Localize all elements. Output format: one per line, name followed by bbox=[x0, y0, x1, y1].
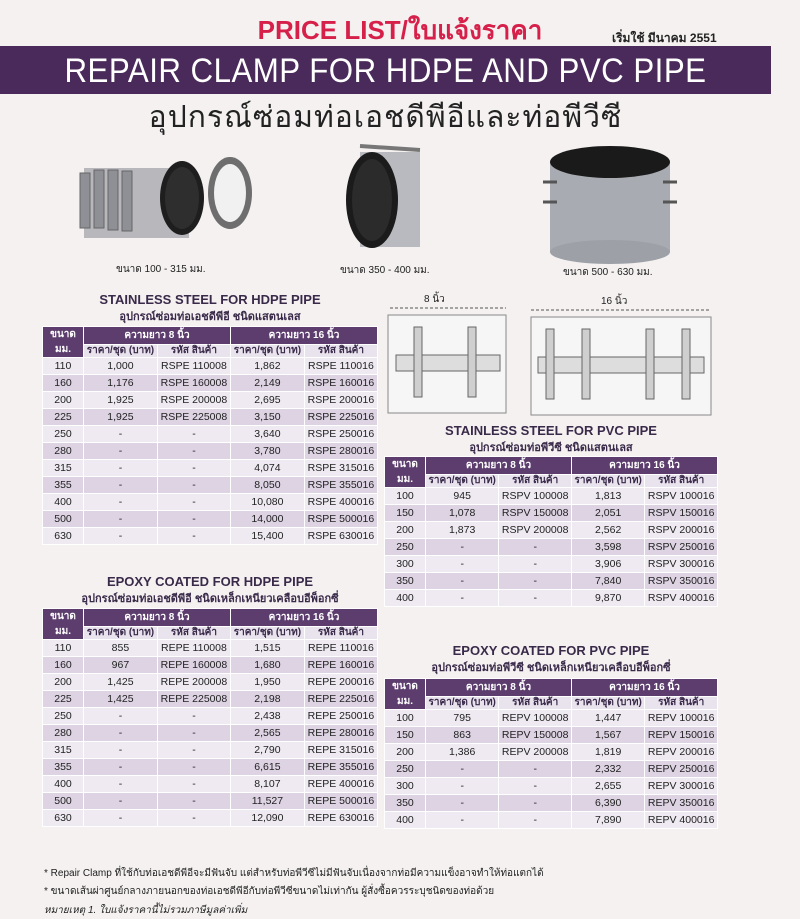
cell-code-16: REPE 630016 bbox=[304, 810, 377, 827]
cell-size: 250 bbox=[43, 426, 84, 443]
cell-code-16: RSPE 110016 bbox=[304, 358, 377, 375]
cell-price-16: 3,906 bbox=[571, 556, 644, 573]
section-subtitle: อุปกรณ์ซ่อมท่อพีวีซี ชนิดแสตนเลส bbox=[469, 442, 633, 454]
cell-price-16: 3,598 bbox=[571, 539, 644, 556]
effective-date: เริ่มใช้ มีนาคม 2551 bbox=[612, 31, 717, 45]
cell-size: 350 bbox=[385, 573, 426, 590]
cell-price-8: - bbox=[426, 539, 499, 556]
cell-price-8: 1,925 bbox=[84, 392, 158, 409]
price-8-header: ราคา/ชุด (บาท) bbox=[426, 475, 499, 488]
cell-price-8: - bbox=[426, 573, 499, 590]
size-header: ขนาด มม. bbox=[43, 609, 84, 640]
clamp-diagrams bbox=[386, 303, 716, 418]
cell-price-8: 945 bbox=[426, 488, 499, 505]
cell-size: 400 bbox=[385, 812, 426, 829]
table-row bbox=[385, 778, 718, 795]
cell-code-16: RSPV 350016 bbox=[645, 573, 718, 590]
cell-price-16: 2,332 bbox=[571, 761, 644, 778]
cell-code-16: RSPE 630016 bbox=[304, 528, 377, 545]
cell-size: 200 bbox=[43, 674, 84, 691]
code-16-header: รหัส สินค้า bbox=[645, 697, 718, 710]
cell-price-8: - bbox=[84, 708, 158, 725]
cell-price-8: 1,873 bbox=[426, 522, 499, 539]
code-8-header: รหัส สินค้า bbox=[157, 345, 230, 358]
note-1: * Repair Clamp ที่ใช้กับท่อเอชดีพีอีจะมีฟันจับ แต่สำหรับท่อพีวีซีไม่มีฟันจับเนื่องจากท่อมีความแข็งอาจทำให้ท่อแตกได้ bbox=[44, 868, 544, 879]
table-row bbox=[385, 539, 718, 556]
code-16-header: รหัส สินค้า bbox=[304, 345, 377, 358]
cell-code-8: REPE 200008 bbox=[157, 674, 230, 691]
cell-price-8: - bbox=[84, 511, 158, 528]
cell-price-16: 2,198 bbox=[230, 691, 304, 708]
table-row bbox=[43, 810, 378, 827]
cell-code-16: REPV 150016 bbox=[645, 727, 718, 744]
cell-code-16: REPE 200016 bbox=[304, 674, 377, 691]
cell-code-8: RSPV 150008 bbox=[499, 505, 572, 522]
table-row bbox=[43, 742, 378, 759]
cell-size: 300 bbox=[385, 556, 426, 573]
cell-price-8: - bbox=[84, 776, 158, 793]
clamp-image-small bbox=[72, 148, 252, 253]
size-header: ขนาด มม. bbox=[385, 457, 426, 488]
cell-price-8: - bbox=[426, 761, 499, 778]
section-subtitle: อุปกรณ์ซ่อมท่อเอชดีพีอี ชนิดแสตนเลส bbox=[119, 311, 301, 323]
table-row bbox=[43, 477, 378, 494]
cell-code-8: RSPE 225008 bbox=[157, 409, 230, 426]
cell-price-16: 2,655 bbox=[571, 778, 644, 795]
cell-price-16: 1,515 bbox=[230, 640, 304, 657]
cell-code-16: REPV 250016 bbox=[645, 761, 718, 778]
cell-size: 350 bbox=[385, 795, 426, 812]
table-row bbox=[385, 812, 718, 829]
cell-price-16: 8,107 bbox=[230, 776, 304, 793]
cell-size: 400 bbox=[385, 590, 426, 607]
cell-size: 100 bbox=[385, 488, 426, 505]
cell-code-8: - bbox=[157, 725, 230, 742]
cell-code-16: RSPV 300016 bbox=[645, 556, 718, 573]
cell-code-16: REPE 250016 bbox=[304, 708, 377, 725]
length-8-header: ความยาว 8 นิ้ว bbox=[426, 679, 572, 697]
table-row bbox=[385, 795, 718, 812]
section-epoxy-hdpe bbox=[42, 574, 378, 607]
cell-size: 280 bbox=[43, 725, 84, 742]
table-row bbox=[43, 375, 378, 392]
note-2: * ขนาดเส้นผ่าศูนย์กลางภายนอกของท่อเอชดีพีอีกับท่อพีวีซีขนาดไม่เท่ากัน ผู้สั่งซื้อควรระบุชนิดของท่อด้วย bbox=[44, 886, 495, 897]
table-row bbox=[385, 522, 718, 539]
cell-code-8: RSPE 160008 bbox=[157, 375, 230, 392]
cell-code-16: REPE 315016 bbox=[304, 742, 377, 759]
code-8-header: รหัส สินค้า bbox=[157, 627, 230, 640]
table-row bbox=[43, 409, 378, 426]
cell-code-16: RSPV 250016 bbox=[645, 539, 718, 556]
cell-price-16: 2,790 bbox=[230, 742, 304, 759]
cell-price-8: - bbox=[84, 793, 158, 810]
cell-code-8: - bbox=[157, 793, 230, 810]
table-row bbox=[43, 759, 378, 776]
cell-code-8: RSPE 110008 bbox=[157, 358, 230, 375]
price-8-header: ราคา/ชุด (บาท) bbox=[84, 627, 158, 640]
cell-code-8: REPE 225008 bbox=[157, 691, 230, 708]
section-title: STAINLESS STEEL FOR PVC PIPE bbox=[445, 423, 657, 438]
size-header: ขนาด มม. bbox=[43, 327, 84, 358]
table-row bbox=[43, 793, 378, 810]
cell-code-16: REPE 280016 bbox=[304, 725, 377, 742]
table-row bbox=[43, 725, 378, 742]
thai-subtitle: อุปกรณ์ซ่อมท่อเอชดีพีอีและท่อพีวีซี bbox=[148, 101, 623, 134]
table-row bbox=[385, 761, 718, 778]
cell-code-16: REPE 355016 bbox=[304, 759, 377, 776]
code-8-header: รหัส สินค้า bbox=[499, 475, 572, 488]
cell-code-8: - bbox=[157, 460, 230, 477]
table-row bbox=[43, 776, 378, 793]
cell-code-16: RSPV 100016 bbox=[645, 488, 718, 505]
cell-code-16: REPE 110016 bbox=[304, 640, 377, 657]
cell-size: 355 bbox=[43, 477, 84, 494]
cell-size: 225 bbox=[43, 409, 84, 426]
table-row bbox=[385, 744, 718, 761]
cell-size: 400 bbox=[43, 776, 84, 793]
section-subtitle: อุปกรณ์ซ่อมท่อเอชดีพีอี ชนิดเหล็กเหนียวเคลือบอีพ็อกซี่ bbox=[81, 593, 339, 605]
code-16-header: รหัส สินค้า bbox=[304, 627, 377, 640]
section-ss-pvc bbox=[384, 423, 718, 456]
cell-size: 250 bbox=[385, 761, 426, 778]
cell-code-8: - bbox=[499, 812, 572, 829]
cell-code-8: - bbox=[499, 761, 572, 778]
cell-price-8: - bbox=[84, 443, 158, 460]
table-row bbox=[43, 443, 378, 460]
cell-code-8: REPV 200008 bbox=[499, 744, 572, 761]
cell-code-8: - bbox=[157, 494, 230, 511]
cell-price-16: 10,080 bbox=[230, 494, 304, 511]
cell-price-16: 7,840 bbox=[571, 573, 644, 590]
cell-price-8: 967 bbox=[84, 657, 158, 674]
cell-price-16: 3,150 bbox=[230, 409, 304, 426]
cell-size: 160 bbox=[43, 375, 84, 392]
cell-price-8: 795 bbox=[426, 710, 499, 727]
table-row bbox=[385, 710, 718, 727]
price-8-header: ราคา/ชุด (บาท) bbox=[84, 345, 158, 358]
cell-code-8: REPE 110008 bbox=[157, 640, 230, 657]
cell-price-16: 4,074 bbox=[230, 460, 304, 477]
cell-price-16: 1,680 bbox=[230, 657, 304, 674]
table-row bbox=[43, 691, 378, 708]
cell-price-8: - bbox=[84, 810, 158, 827]
banner-title: REPAIR CLAMP FOR HDPE AND PVC PIPE bbox=[64, 52, 707, 90]
table-row bbox=[43, 358, 378, 375]
caption-medium: ขนาด 350 - 400 มม. bbox=[340, 265, 430, 276]
cell-price-16: 2,149 bbox=[230, 375, 304, 392]
table-ss-pvc bbox=[384, 456, 718, 607]
cell-code-8: - bbox=[499, 556, 572, 573]
cell-price-8: 1,078 bbox=[426, 505, 499, 522]
table-row bbox=[385, 590, 718, 607]
cell-price-8: - bbox=[426, 778, 499, 795]
diagram-label-8: 8 นิ้ว bbox=[424, 294, 445, 305]
table-row bbox=[385, 556, 718, 573]
price-16-header: ราคา/ชุด (บาท) bbox=[230, 345, 304, 358]
cell-code-16: REPV 350016 bbox=[645, 795, 718, 812]
length-8-header: ความยาว 8 นิ้ว bbox=[426, 457, 572, 475]
cell-code-16: REPV 200016 bbox=[645, 744, 718, 761]
cell-code-8: - bbox=[157, 443, 230, 460]
cell-price-8: 1,000 bbox=[84, 358, 158, 375]
table-row bbox=[385, 505, 718, 522]
table-row bbox=[385, 573, 718, 590]
cell-size: 315 bbox=[43, 742, 84, 759]
table-row bbox=[385, 488, 718, 505]
section-epoxy-pvc bbox=[384, 643, 718, 676]
cell-size: 100 bbox=[385, 710, 426, 727]
cell-price-8: - bbox=[84, 477, 158, 494]
cell-size: 250 bbox=[385, 539, 426, 556]
cell-price-16: 2,562 bbox=[571, 522, 644, 539]
cell-code-8: - bbox=[157, 708, 230, 725]
table-row bbox=[43, 511, 378, 528]
section-subtitle: อุปกรณ์ซ่อมท่อพีวีซี ชนิดเหล็กเหนียวเคลือบอีพ็อกซี่ bbox=[431, 662, 671, 674]
cell-price-8: 1,425 bbox=[84, 691, 158, 708]
cell-code-8: - bbox=[157, 511, 230, 528]
cell-price-8: 1,925 bbox=[84, 409, 158, 426]
cell-price-16: 1,567 bbox=[571, 727, 644, 744]
table-row bbox=[385, 727, 718, 744]
cell-price-8: - bbox=[84, 426, 158, 443]
cell-code-16: REPE 225016 bbox=[304, 691, 377, 708]
length-16-header: ความยาว 16 นิ้ว bbox=[571, 457, 717, 475]
cell-code-16: REPV 100016 bbox=[645, 710, 718, 727]
table-row bbox=[43, 460, 378, 477]
cell-code-16: RSPE 355016 bbox=[304, 477, 377, 494]
price-16-header: ราคา/ชุด (บาท) bbox=[571, 697, 644, 710]
table-epoxy-hdpe bbox=[42, 608, 378, 827]
cell-code-16: REPE 160016 bbox=[304, 657, 377, 674]
table-row bbox=[43, 392, 378, 409]
table-row bbox=[43, 708, 378, 725]
price-16-header: ราคา/ชุด (บาท) bbox=[571, 475, 644, 488]
cell-price-16: 9,870 bbox=[571, 590, 644, 607]
table-row bbox=[43, 640, 378, 657]
caption-large: ขนาด 500 - 630 มม. bbox=[563, 267, 653, 278]
cell-code-16: RSPE 500016 bbox=[304, 511, 377, 528]
cell-price-16: 1,819 bbox=[571, 744, 644, 761]
cell-price-16: 2,565 bbox=[230, 725, 304, 742]
cell-size: 630 bbox=[43, 810, 84, 827]
table-row bbox=[43, 674, 378, 691]
code-16-header: รหัส สินค้า bbox=[645, 475, 718, 488]
cell-code-16: RSPE 200016 bbox=[304, 392, 377, 409]
cell-price-16: 3,640 bbox=[230, 426, 304, 443]
cell-price-8: 855 bbox=[84, 640, 158, 657]
cell-size: 250 bbox=[43, 708, 84, 725]
cell-code-16: REPE 500016 bbox=[304, 793, 377, 810]
cell-code-16: REPV 300016 bbox=[645, 778, 718, 795]
section-title: STAINLESS STEEL FOR HDPE PIPE bbox=[99, 292, 321, 307]
cell-price-8: - bbox=[84, 725, 158, 742]
cell-code-16: RSPV 400016 bbox=[645, 590, 718, 607]
cell-price-8: 863 bbox=[426, 727, 499, 744]
cell-price-16: 15,400 bbox=[230, 528, 304, 545]
cell-code-16: RSPE 400016 bbox=[304, 494, 377, 511]
cell-code-8: - bbox=[499, 778, 572, 795]
table-row bbox=[43, 494, 378, 511]
table-row bbox=[43, 528, 378, 545]
table-ss-hdpe bbox=[42, 326, 378, 545]
cell-code-8: - bbox=[157, 810, 230, 827]
cell-code-8: REPV 100008 bbox=[499, 710, 572, 727]
cell-price-8: - bbox=[426, 812, 499, 829]
cell-code-8: - bbox=[157, 759, 230, 776]
cell-size: 110 bbox=[43, 358, 84, 375]
cell-code-16: REPE 400016 bbox=[304, 776, 377, 793]
cell-price-16: 6,615 bbox=[230, 759, 304, 776]
caption-small: ขนาด 100 - 315 มม. bbox=[116, 264, 206, 275]
cell-size: 160 bbox=[43, 657, 84, 674]
cell-size: 200 bbox=[385, 744, 426, 761]
cell-price-8: - bbox=[426, 556, 499, 573]
table-row bbox=[43, 426, 378, 443]
cell-size: 300 bbox=[385, 778, 426, 795]
cell-price-16: 3,780 bbox=[230, 443, 304, 460]
cell-price-16: 12,090 bbox=[230, 810, 304, 827]
cell-price-16: 8,050 bbox=[230, 477, 304, 494]
cell-size: 500 bbox=[43, 511, 84, 528]
cell-size: 150 bbox=[385, 727, 426, 744]
cell-code-8: RSPV 100008 bbox=[499, 488, 572, 505]
cell-price-16: 1,813 bbox=[571, 488, 644, 505]
note-3: หมายเหตุ 1. ใบแจ้งราคานี้ไม่รวมภาษีมูลค่าเพิ่ม bbox=[44, 905, 248, 916]
price-16-header: ราคา/ชุด (บาท) bbox=[230, 627, 304, 640]
cell-code-16: RSPE 160016 bbox=[304, 375, 377, 392]
cell-size: 630 bbox=[43, 528, 84, 545]
cell-price-8: - bbox=[84, 460, 158, 477]
cell-code-16: RSPE 250016 bbox=[304, 426, 377, 443]
clamp-image-medium bbox=[340, 140, 440, 255]
section-ss-hdpe bbox=[42, 292, 378, 325]
length-16-header: ความยาว 16 นิ้ว bbox=[571, 679, 717, 697]
cell-price-16: 1,447 bbox=[571, 710, 644, 727]
length-8-header: ความยาว 8 นิ้ว bbox=[84, 609, 231, 627]
cell-size: 355 bbox=[43, 759, 84, 776]
cell-code-8: - bbox=[157, 426, 230, 443]
section-title: EPOXY COATED FOR HDPE PIPE bbox=[106, 574, 314, 589]
cell-price-8: - bbox=[84, 759, 158, 776]
clamp-image-large bbox=[535, 142, 685, 267]
cell-size: 280 bbox=[43, 443, 84, 460]
cell-price-8: - bbox=[84, 494, 158, 511]
cell-price-8: 1,386 bbox=[426, 744, 499, 761]
cell-price-16: 1,950 bbox=[230, 674, 304, 691]
cell-price-16: 7,890 bbox=[571, 812, 644, 829]
size-header: ขนาด มม. bbox=[385, 679, 426, 710]
cell-size: 225 bbox=[43, 691, 84, 708]
cell-code-16: RSPE 225016 bbox=[304, 409, 377, 426]
cell-size: 200 bbox=[385, 522, 426, 539]
cell-code-8: - bbox=[499, 590, 572, 607]
cell-size: 200 bbox=[43, 392, 84, 409]
cell-code-16: REPV 400016 bbox=[645, 812, 718, 829]
cell-code-8: REPV 150008 bbox=[499, 727, 572, 744]
cell-code-8: - bbox=[499, 539, 572, 556]
length-16-header: ความยาว 16 นิ้ว bbox=[230, 327, 377, 345]
table-epoxy-pvc bbox=[384, 678, 718, 829]
cell-size: 500 bbox=[43, 793, 84, 810]
length-8-header: ความยาว 8 นิ้ว bbox=[84, 327, 231, 345]
section-title: EPOXY COATED FOR PVC PIPE bbox=[452, 643, 650, 658]
length-16-header: ความยาว 16 นิ้ว bbox=[230, 609, 377, 627]
cell-price-8: 1,176 bbox=[84, 375, 158, 392]
cell-code-16: RSPE 280016 bbox=[304, 443, 377, 460]
cell-code-16: RSPV 150016 bbox=[645, 505, 718, 522]
cell-code-8: - bbox=[499, 795, 572, 812]
table-row bbox=[43, 657, 378, 674]
cell-price-16: 11,527 bbox=[230, 793, 304, 810]
cell-code-16: RSPE 315016 bbox=[304, 460, 377, 477]
cell-price-8: - bbox=[426, 795, 499, 812]
cell-code-8: - bbox=[157, 776, 230, 793]
cell-price-16: 2,695 bbox=[230, 392, 304, 409]
cell-code-8: - bbox=[157, 742, 230, 759]
cell-code-16: RSPV 200016 bbox=[645, 522, 718, 539]
cell-size: 150 bbox=[385, 505, 426, 522]
cell-price-16: 2,051 bbox=[571, 505, 644, 522]
cell-size: 400 bbox=[43, 494, 84, 511]
cell-code-8: RSPV 200008 bbox=[499, 522, 572, 539]
cell-price-8: - bbox=[426, 590, 499, 607]
cell-price-8: - bbox=[84, 742, 158, 759]
cell-price-16: 14,000 bbox=[230, 511, 304, 528]
cell-code-8: - bbox=[499, 573, 572, 590]
cell-size: 315 bbox=[43, 460, 84, 477]
cell-price-16: 2,438 bbox=[230, 708, 304, 725]
cell-code-8: REPE 160008 bbox=[157, 657, 230, 674]
cell-price-16: 1,862 bbox=[230, 358, 304, 375]
diagram-label-16: 16 นิ้ว bbox=[601, 296, 628, 307]
cell-code-8: RSPE 200008 bbox=[157, 392, 230, 409]
cell-price-16: 6,390 bbox=[571, 795, 644, 812]
cell-price-8: - bbox=[84, 528, 158, 545]
price-list-title: PRICE LIST/ใบแจ้งราคา bbox=[257, 15, 543, 45]
cell-code-8: - bbox=[157, 477, 230, 494]
cell-size: 110 bbox=[43, 640, 84, 657]
cell-price-8: 1,425 bbox=[84, 674, 158, 691]
price-8-header: ราคา/ชุด (บาท) bbox=[426, 697, 499, 710]
code-8-header: รหัส สินค้า bbox=[499, 697, 572, 710]
cell-code-8: - bbox=[157, 528, 230, 545]
